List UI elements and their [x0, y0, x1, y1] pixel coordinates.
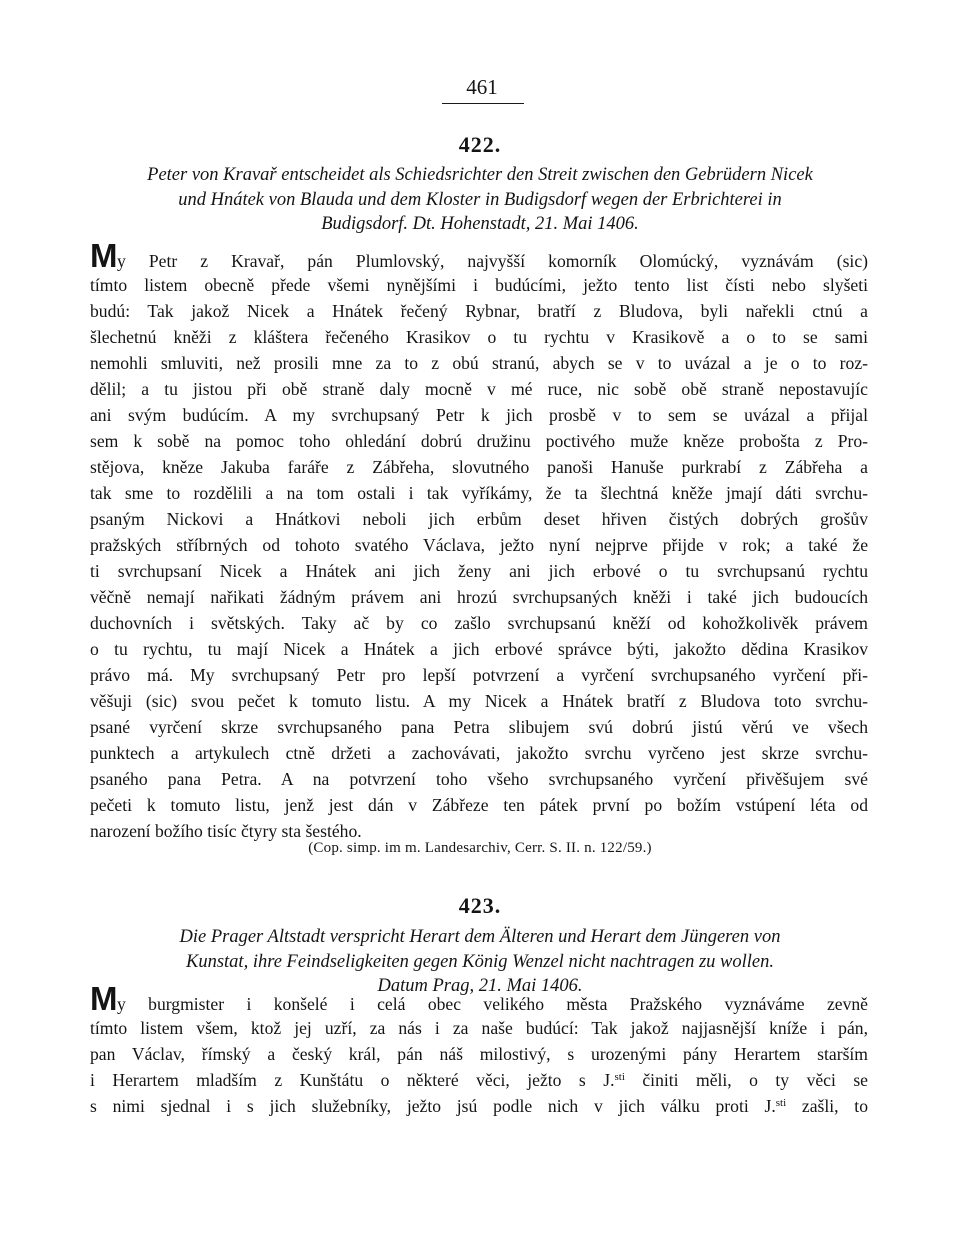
- text-line-content: y Petr z Kravař, pán Plumlovský, najvyšší komorník Olomúcký, vyznávám (sic): [117, 251, 868, 271]
- text-line: šlechetnú kněži z kláštera řečeného Krasikov o tu rychtu v Krasikově a o to se sami: [90, 327, 868, 347]
- drop-cap: M: [90, 237, 117, 274]
- text-line: nemohli smluviti, než prosili mne za to z obú stranú, abych se v to uvázal a je o to roz-: [90, 353, 868, 373]
- page-number-rule: [442, 103, 524, 104]
- text-line-content: i Herartem mladším z Kunštátu o některé věci, ježto s J.: [90, 1070, 615, 1090]
- heading-line: Peter von Kravař entscheidet als Schiedsrichter den Streit zwischen den Gebrüdern Nicek: [147, 165, 813, 185]
- text-line: [90, 1067, 868, 1093]
- source-citation: (Cop. simp. im m. Landesarchiv, Cerr. S. II. n. 122/59.): [308, 840, 652, 856]
- text-line: pan Václav, římský a český král, pán náš milostivý, s urozenými pány Herartem starším: [90, 1044, 868, 1064]
- text-line: ani svým budúcím. A my svrchupsaný Petr k jich prosbě v to sem se uvázal a přijal: [90, 405, 868, 425]
- text-line: o tu rychtu, tu mají Nicek a Hnátek a jich erbové správce býti, jakožto dědina Krasikov: [90, 639, 868, 659]
- text-line: dělil; a tu jistou při obě straně daly mocně v mé ruce, nic sobě obě straně nepostavujíc: [90, 379, 868, 399]
- text-line: právo má. My svrchupsaný Petr pro lepší potvrzení a vyrčení svrchupsaného vyrčení při-: [90, 665, 868, 685]
- heading-line: Die Prager Altstadt verspricht Herart dem Älteren und Herart dem Jüngeren von: [179, 927, 781, 947]
- text-line: [90, 237, 868, 274]
- heading-line: und Hnátek von Blauda und dem Kloster in Budigsdorf wegen der Erbrichterei in: [178, 189, 782, 210]
- document-heading-423: [90, 925, 870, 999]
- superscript-abbreviation: sti: [775, 1096, 787, 1109]
- superscript-abbreviation: sti: [614, 1070, 625, 1083]
- text-line: pražských stříbrných od tohoto svatého Václava, ježto nyní nejprve přijde v rok; a také že: [90, 535, 868, 555]
- page-number: 461: [466, 75, 498, 99]
- text-line: věšuji (sic) svou pečet k tomuto listu. A my Nicek a Hnátek bratří z Bludova toto svrchu-: [90, 691, 868, 711]
- text-line: věčně nemají nařikati žádným právem ani hrozú svrchupsaných kněži i také jich budoucích: [90, 587, 868, 607]
- document-number-423: 423.: [458, 893, 502, 918]
- document-heading-422: [90, 163, 870, 237]
- text-line: pečeti k tomuto listu, jenž jest dán v Zábřeze ten pátek první po božím vstúpení léta od: [90, 795, 868, 815]
- text-line: sem k sobě na pomoc toho ohledání dobrú družinu poctivého muže kněze probošta z Pro-: [90, 431, 868, 451]
- text-line-tail: činiti měli, o ty věci se: [624, 1070, 868, 1090]
- text-line-content: y burgmister i konšelé i celá obec velikého města Pražského vyznáváme zevně: [117, 994, 868, 1014]
- text-line-tail: zašli, to: [786, 1096, 868, 1116]
- heading-line: Kunstat, ihre Feindseligkeiten gegen König Wenzel nicht nachtragen zu wollen.: [186, 951, 774, 972]
- text-line: stějova, kněze Jakuba faráře z Zábřeha, slovutného panoši Hanuše purkrabí z Zábřeha a: [90, 457, 868, 477]
- text-line: punktech a artykulech ctně držeti a zachovávati, jakožto svrchu vyrčeno jest skrze svrchu-: [90, 743, 868, 763]
- document-number-422: 422.: [458, 132, 502, 157]
- text-line: psaného pana Petra. A na potvrzení toho všeho svrchupsaného vyrčení přivěšujem své: [90, 769, 868, 789]
- text-line: tak sme to rozdělili a na tom ostali i tak vyříkámy, že ta šlechtná kněže jmají dáti svrchu-: [90, 483, 868, 503]
- text-line: tímto listem všem, ktož jej uzří, za nás i za naše budúcí: Tak jakož najjasnější kníže i pán,: [90, 1018, 868, 1038]
- text-line: tímto listem obecně přede všemi nynějšími i budúcími, ježto tento list čísti nebo slyšeti: [90, 275, 868, 295]
- text-line: narození božího tisíc čtyry sta šestého.: [90, 821, 362, 841]
- heading-line: Datum Prag, 21. Mai 1406.: [377, 976, 583, 996]
- text-line: psané vyrčení skrze svrchupsaného pana Petra slibujem svú dobrú jistú věrú ve všech: [90, 717, 868, 737]
- text-line: duchovních i světských. Taky ač by co zašlo svrchupsanú kněží od kohožkolivěk právem: [90, 613, 868, 633]
- heading-line: Budigsdorf. Dt. Hohenstadt, 21. Mai 1406.: [321, 214, 639, 234]
- drop-cap: M: [90, 980, 117, 1017]
- text-line: [90, 1093, 868, 1119]
- document-text-422: [90, 237, 868, 844]
- text-line: budú: Tak jakož Nicek a Hnátek řečený Rybnar, bratří z Bludova, byli nařekli ctnú a: [90, 301, 868, 321]
- text-line: psaným Nickovi a Hnátkovi neboli jich erbům deset hřiven čistých dobrých grošův: [90, 509, 868, 529]
- text-line: ti svrchupsaní Nicek a Hnátek ani jich ženy ani jich erbové o tu svrchupsanú rychtu: [90, 561, 868, 581]
- text-line-content: s nimi sjednal i s jich služebníky, ježto jsú podle nich v jich válku proti J.: [90, 1096, 776, 1116]
